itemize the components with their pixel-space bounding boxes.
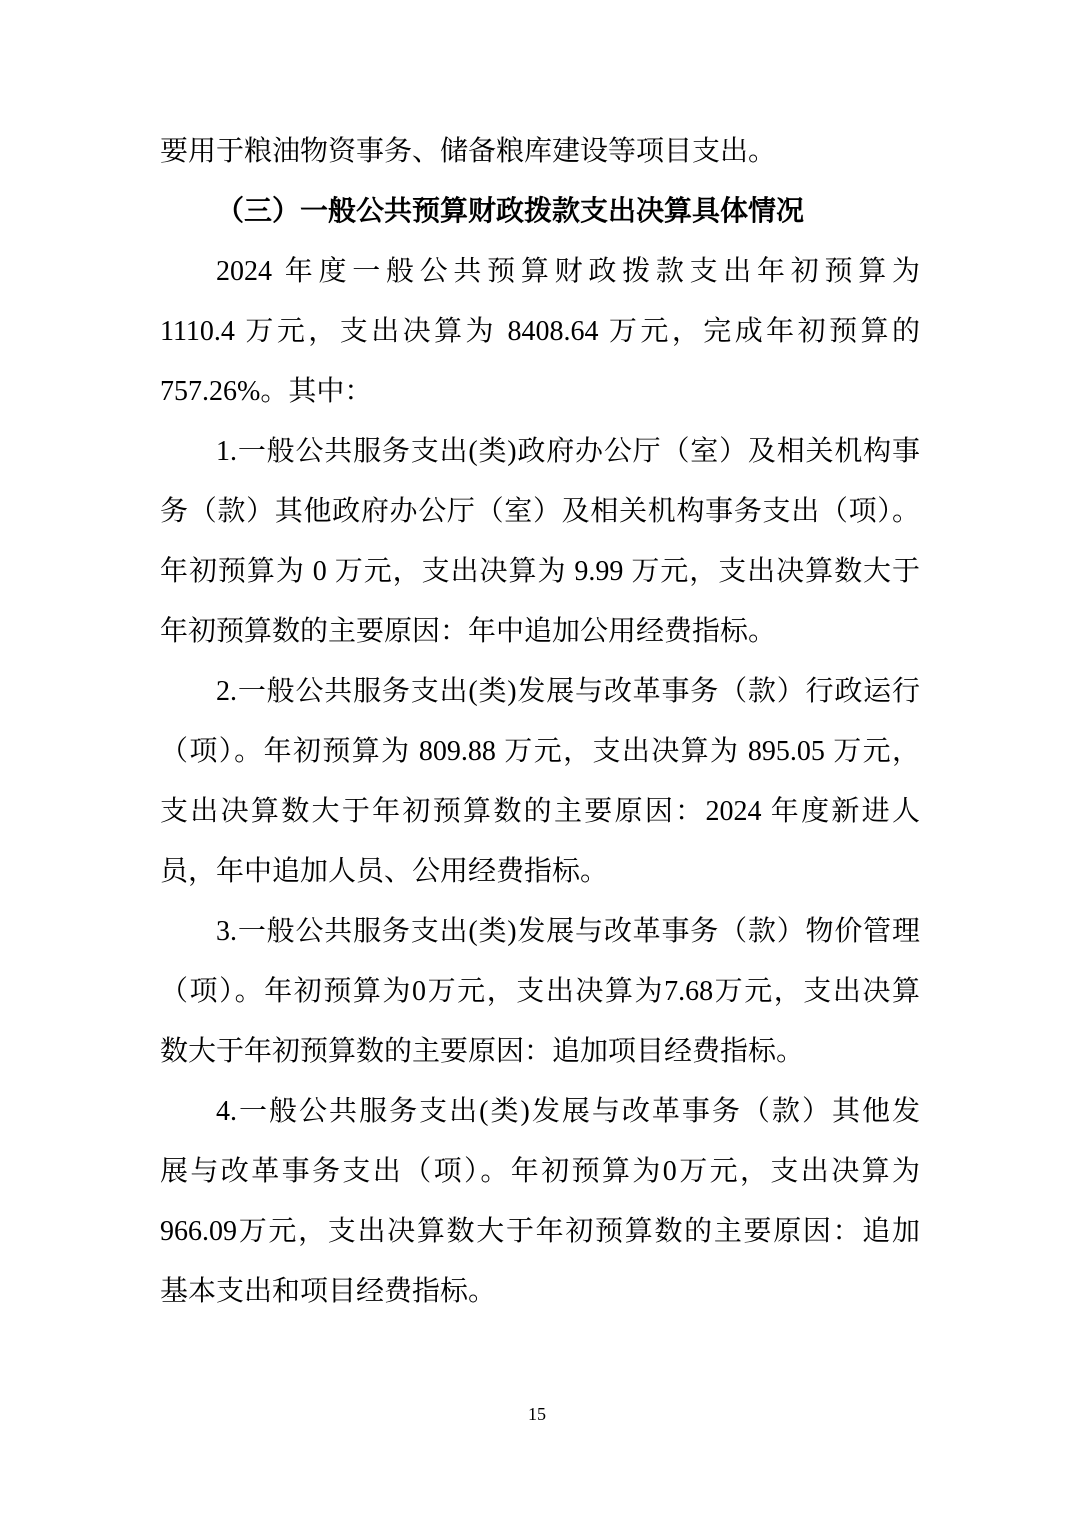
text-line: 4.一般公共服务支出(类)发展与改革事务（款）其他发 (216, 1096, 920, 1127)
text-line: 数大于年初预算数的主要原因：追加项目经费指标。 (160, 1036, 805, 1067)
paragraph (160, 422, 920, 662)
text-line: 展与改革事务支出（项）。年初预算为0万元，支出决算为 (160, 1156, 920, 1187)
text-line: （项）。年初预算为0万元，支出决算为7.68万元，支出决算 (160, 976, 920, 1007)
page-footer (0, 1402, 1074, 1426)
paragraph (160, 902, 920, 1082)
paragraph (160, 242, 920, 422)
text-line: 员，年中追加人员、公用经费指标。 (160, 856, 609, 887)
text-line: 966.09万元，支出决算数大于年初预算数的主要原因：追加 (160, 1216, 920, 1247)
text-line: 3.一般公共服务支出(类)发展与改革事务（款）物价管理 (216, 916, 920, 947)
text-line: 1.一般公共服务支出(类)政府办公厅（室）及相关机构事 (216, 436, 920, 467)
document-body (160, 122, 920, 1322)
paragraph (160, 1082, 920, 1322)
text-line: 年初预算为 0 万元，支出决算为 9.99 万元，支出决算数大于 (160, 556, 920, 587)
text-line: 务（款）其他政府办公厅（室）及相关机构事务支出（项）。 (160, 496, 920, 527)
text-line: 年初预算数的主要原因：年中追加公用经费指标。 (160, 616, 777, 647)
text-line: 2.一般公共服务支出(类)发展与改革事务（款）行政运行 (216, 676, 920, 707)
text-line: 支出决算数大于年初预算数的主要原因：2024 年度新进人 (160, 796, 920, 827)
text-line: 757.26%。其中： (160, 376, 373, 407)
text-line: 基本支出和项目经费指标。 (160, 1276, 497, 1307)
paragraph (160, 122, 920, 182)
text-line: 要用于粮油物资事务、储备粮库建设等项目支出。 (160, 136, 777, 167)
section-heading (160, 182, 920, 242)
text-line: （项）。年初预算为 809.88 万元，支出决算为 895.05 万元， (160, 736, 920, 767)
paragraph (160, 662, 920, 902)
page-number: 15 (528, 1404, 546, 1424)
section-heading-text: （三）一般公共预算财政拨款支出决算具体情况 (216, 196, 805, 227)
text-line: 2024 年度一般公共预算财政拨款支出年初预算为 (216, 256, 920, 287)
text-line: 1110.4 万元，支出决算为 8408.64 万元，完成年初预算的 (160, 316, 920, 347)
